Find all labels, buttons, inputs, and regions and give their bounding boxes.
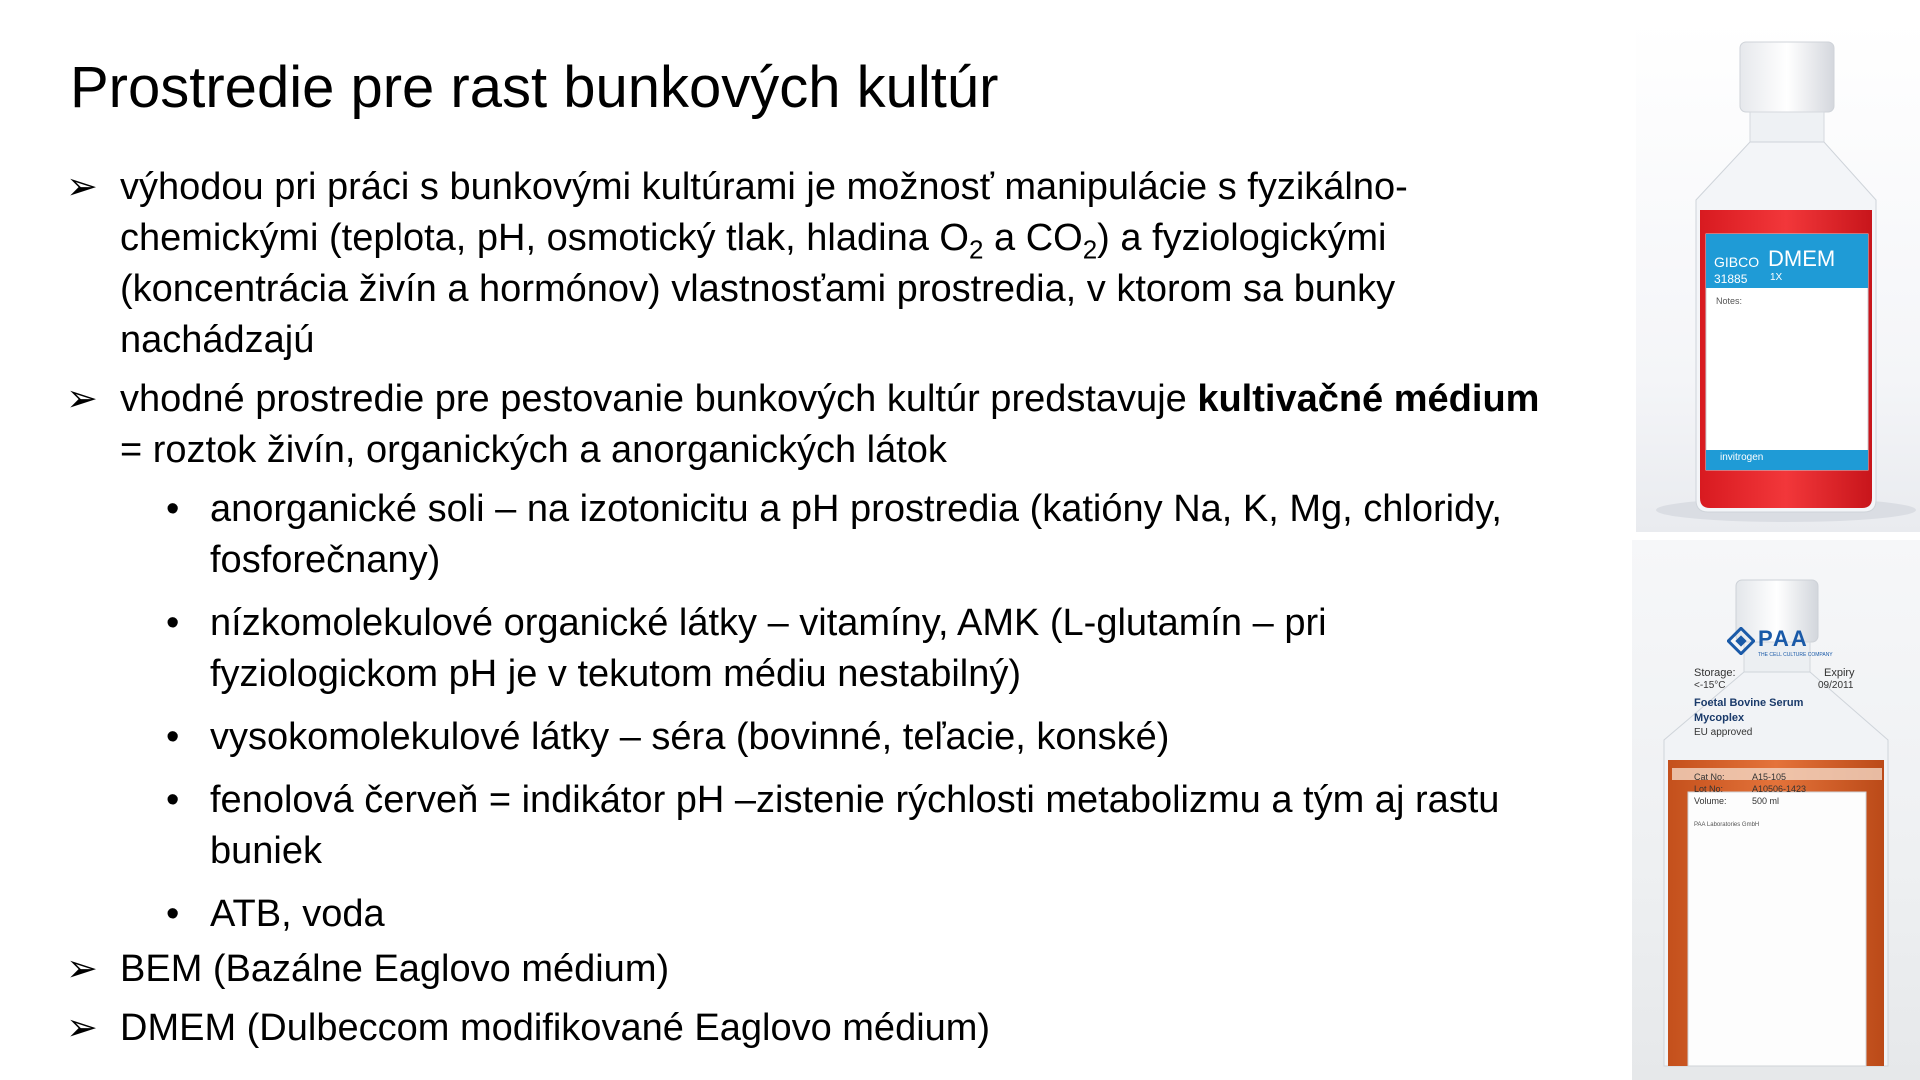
bullet-text: BEM (Bazálne Eaglovo médium) [120,948,670,990]
fbs-bottle-illustration [1632,540,1920,1080]
lot-value: A10506-1423 [1752,784,1807,794]
sub-bullet-item [66,889,1546,940]
cat-label: Cat No: [1694,772,1725,782]
sub-bullet-text: anorganické soli – na izotonicitu a pH prostredia (katióny Na, K, Mg, chloridy, fosforečnany) [210,488,1502,581]
product-line2: Mycoplex [1694,712,1745,724]
bullet-text: DMEM (Dulbeccom modifikované Eaglovo médium) [120,1007,991,1049]
paa-tagline: THE CELL CULTURE COMPANY [1758,652,1833,658]
paa-brand: PAA [1758,626,1809,651]
notes-label: Notes: [1716,296,1743,306]
volume-value: 500 ml [1752,796,1780,806]
bullet-text: vhodné prostredie pre pestovanie bunkových kultúr predstavuje kultivačné médium = roztok živín, organických a anorganických látok [120,378,1540,471]
expiry-value: 09/2011 [1818,680,1854,691]
dot-bullet-icon: • [166,602,180,644]
dmem-bottle-photo [1636,20,1920,532]
bullet-item [66,374,1546,476]
bold-term: kultivačné médium [1197,378,1540,420]
maker-label: invitrogen [1720,452,1764,463]
storage-label: Storage: [1694,667,1736,679]
sub-bullet-text: nízkomolekulové organické látky – vitamíny, AMK (L-glutamín – pri fyziologickom pH je v tekutom médiu nestabilný) [210,602,1327,695]
subscript: 2 [1082,234,1098,265]
strength-label: 1X [1770,272,1783,283]
expiry-label: Expiry [1824,667,1855,679]
slide-title: Prostredie pre rast bunkových kultúr [70,55,999,120]
code-label: 31885 [1714,272,1748,286]
dot-bullet-icon: • [166,488,180,530]
sub-bullet-item [66,484,1546,586]
product-line1: Foetal Bovine Serum [1694,697,1804,709]
bullet-list [66,162,1546,1062]
paa-logo-icon [1727,627,1755,655]
sub-bullet-item [66,598,1546,700]
sub-bullet-item [66,775,1546,877]
fbs-bottle-photo [1632,540,1920,1080]
bullet-item [66,162,1546,366]
dot-bullet-icon: • [166,716,180,758]
arrow-bullet-icon: ➢ [66,1007,98,1049]
arrow-bullet-icon: ➢ [66,378,98,420]
company-label: PAA Laboratories GmbH [1694,822,1760,828]
arrow-bullet-icon: ➢ [66,166,98,208]
sub-bullet-item [66,712,1546,763]
bullet-item [66,944,1546,995]
subscript: 2 [968,234,984,265]
storage-value: <-15°C [1694,680,1726,691]
brand-label: GIBCO [1714,254,1760,270]
cat-value: A15-105 [1752,772,1787,782]
arrow-bullet-icon: ➢ [66,948,98,990]
bullet-item [66,1003,1546,1054]
product-label: DMEM [1768,246,1836,271]
dot-bullet-icon: • [166,779,180,821]
sub-bullet-text: ATB, voda [210,893,385,935]
lot-label: Lot No: [1694,784,1724,794]
sub-bullet-text: vysokomolekulové látky – séra (bovinné, teľacie, konské) [210,716,1170,758]
dot-bullet-icon: • [166,893,180,935]
approval-label: EU approved [1694,727,1753,738]
bullet-text: výhodou pri práci s bunkovými kultúrami je možnosť manipulácie s fyzikálno-chemickými (teplota, pH, osmotický tlak, hladina $O_2$ a $CO_2$) a fyziologickými (koncentrácia živín a hormónov) vlastnosťami prostredia, v ktorom sa bunky nachádzajú [120,166,1408,361]
sub-bullet-text: fenolová červeň = indikátor pH –zistenie rýchlosti metabolizmu a tým aj rastu buniek [210,779,1500,872]
volume-label: Volume: [1694,796,1727,806]
